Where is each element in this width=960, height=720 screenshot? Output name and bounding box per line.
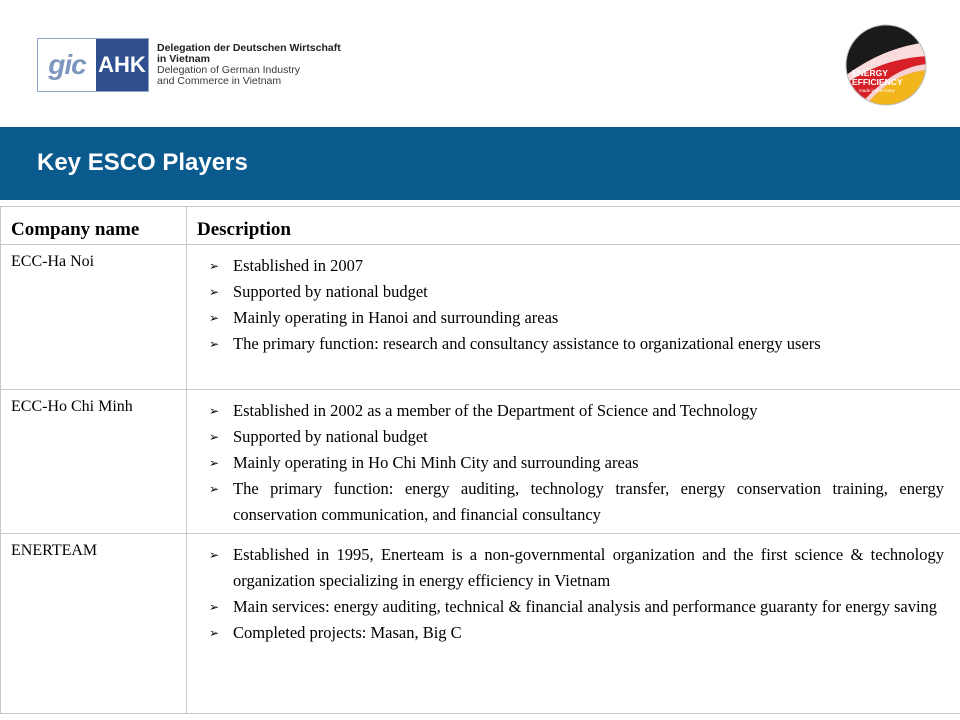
list-item: ➢ Main services: energy auditing, technical & financial analysis and performance guaranty for energy saving [201, 594, 944, 620]
header-description: Description [187, 207, 960, 245]
logo-line: and Commerce in Vietnam [157, 75, 282, 87]
table-row [1, 245, 960, 390]
company-name-cell: ENERTEAM [1, 534, 187, 714]
description-cell [187, 534, 960, 714]
badge-line3: made in Germany [859, 88, 895, 93]
list-item: ➢ Supported by national budget [201, 279, 944, 305]
logo-line: Delegation of German Industry [157, 64, 300, 76]
badge-line2: EFFICIENCY [852, 77, 903, 87]
bullet-list [201, 253, 944, 357]
list-item: ➢ Mainly operating in Ho Chi Minh City and surrounding areas [201, 450, 944, 476]
arrow-bullet-icon: ➢ [209, 404, 220, 418]
arrow-bullet-icon: ➢ [209, 456, 220, 470]
arrow-bullet-icon: ➢ [209, 259, 220, 273]
logo-line: in Vietnam [157, 53, 210, 65]
table-row [1, 534, 960, 714]
logo-text [157, 43, 341, 87]
header-company-name: Company name [1, 207, 187, 245]
title-band [0, 127, 960, 200]
arrow-bullet-icon: ➢ [209, 337, 220, 351]
esco-table [0, 206, 960, 714]
bullet-list [201, 542, 944, 646]
logo-mark [37, 38, 149, 92]
list-item: ➢ Supported by national budget [201, 424, 944, 450]
list-item: ➢ Mainly operating in Hanoi and surrounding areas [201, 305, 944, 331]
arrow-bullet-icon: ➢ [209, 626, 220, 640]
logo-line: Delegation der Deutschen Wirtschaft [157, 42, 341, 54]
energy-efficiency-badge [845, 24, 927, 106]
description-cell [187, 390, 960, 534]
table-row [1, 390, 960, 534]
description-cell [187, 245, 960, 390]
arrow-bullet-icon: ➢ [209, 600, 220, 614]
list-item: ➢ The primary function: research and consultancy assistance to organizational energy users [201, 331, 944, 357]
list-item: ➢ Established in 1995, Enerteam is a non-governmental organization and the first science & technology organization specializing in energy efficiency in Vietnam [201, 542, 944, 594]
arrow-bullet-icon: ➢ [209, 430, 220, 444]
list-item: ➢ Established in 2007 [201, 253, 944, 279]
logo-gic: gic [38, 39, 96, 91]
page-title: Key ESCO Players [37, 149, 248, 176]
list-item: ➢ Established in 2002 as a member of the Department of Science and Technology [201, 398, 944, 424]
arrow-bullet-icon: ➢ [209, 548, 220, 562]
company-name-cell: ECC-Ho Chi Minh [1, 390, 187, 534]
arrow-bullet-icon: ➢ [209, 311, 220, 325]
list-item: ➢ Completed projects: Masan, Big C [201, 620, 944, 646]
ahk-logo [37, 39, 341, 91]
arrow-bullet-icon: ➢ [209, 285, 220, 299]
logo-ahk: AHK [96, 39, 148, 91]
table-header-row [1, 207, 960, 245]
badge-line1: ENERGY [852, 68, 888, 78]
list-item: ➢ The primary function: energy auditing, technology transfer, energy conservation training, energy conservation communication, and financial consultancy [201, 476, 944, 528]
company-name-cell: ECC-Ha Noi [1, 245, 187, 390]
bullet-list [201, 398, 944, 528]
arrow-bullet-icon: ➢ [209, 482, 220, 496]
